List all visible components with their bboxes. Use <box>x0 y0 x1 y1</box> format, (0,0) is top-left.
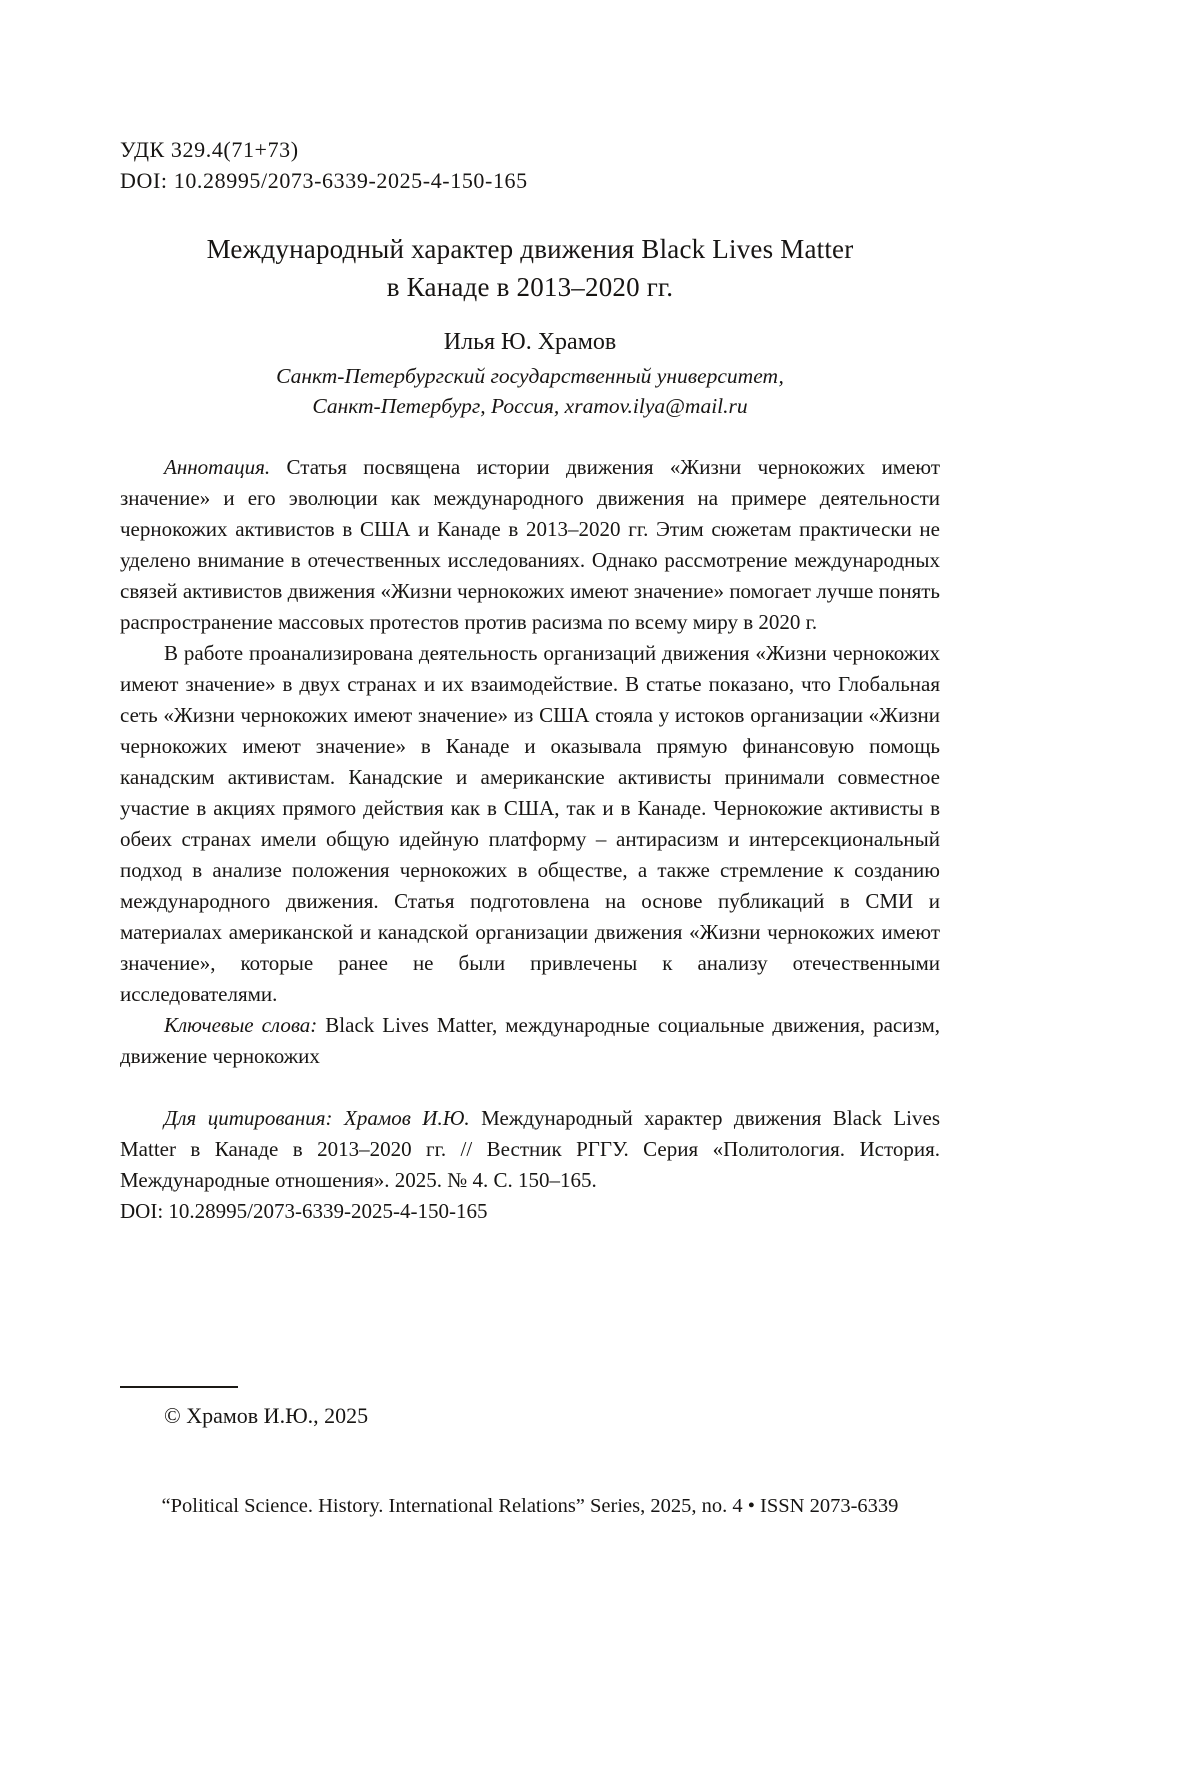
keywords-label: Ключевые слова: <box>164 1013 318 1037</box>
article-content <box>120 134 940 1227</box>
article-title-line-2: в Канаде в 2013–2020 гг. <box>386 272 674 302</box>
citation-text: Международный характер движения Black Lives Matter в Канаде в 2013–2020 гг. // Вестник РГГУ. Серия «Политология. История. Международные отношения». 2025. № 4. С. 150–165. <box>120 1106 940 1192</box>
citation-doi: DOI: 10.28995/2073-6339-2025-4-150-165 <box>120 1199 488 1223</box>
abstract-label: Аннотация. <box>164 455 271 479</box>
affiliation-line-1: Санкт-Петербургский государственный университет, <box>276 364 784 388</box>
journal-footer: “Political Science. History. International Relations” Series, 2025, no. 4 • ISSN 2073-6339 <box>161 1495 899 1517</box>
citation-author: Храмов И.Ю. <box>344 1106 470 1130</box>
article-meta <box>120 134 940 196</box>
article-title-line-1: Международный характер движения Black Lives Matter <box>206 234 854 264</box>
copyright-note <box>120 1386 940 1431</box>
affiliation-line-2: Санкт-Петербург, Россия, xramov.ilya@mail.ru <box>312 394 748 418</box>
keywords-paragraph <box>120 1010 940 1072</box>
citation-label: Для цитирования: <box>164 1106 333 1130</box>
abstract-paragraph-1 <box>120 452 940 638</box>
abstract-paragraph-2: В работе проанализирована деятельность организаций движения «Жизни чернокожих имеют значение» в двух странах и их взаимодействие. В статье показано, что Глобальная сеть «Жизни чернокожих имеют значение» из США стояла у истоков организации «Жизни чернокожих имеют значение» в Канаде и оказывала прямую финансовую помощь канадским активистам. Канадские и американские активисты принимали совместное участие в акциях прямого действия как в США, так и в Канаде. Чернокожие активисты в обеих странах имели общую идейную платформу – антирасизм и интерсекциональный подход в анализе положения чернокожих в обществе, а также стремление к созданию международного движения. Статья подготовлена на основе публикаций в СМИ и материалах американской и канадской организации движения «Жизни чернокожих имеют значение», которые ранее не были привлечены к анализу отечественными исследователями. <box>120 641 940 1006</box>
author-affiliation <box>120 361 940 421</box>
article-title <box>120 230 940 306</box>
abstract-text-1: Статья посвящена истории движения «Жизни чернокожих имеют значение» и его эволюции как международного движения на примере деятельности чернокожих активистов в США и Канаде в 2013–2020 гг. Этим сюжетам практически не уделено внимание в отечественных исследованиях. Однако рассмотрение международных связей активистов движения «Жизни чернокожих имеют значение» помогает лучше понять распространение массовых протестов против расизма по всему миру в 2020 г. <box>120 455 941 634</box>
udk-number: УДК 329.4(71+73) <box>120 137 299 162</box>
citation-paragraph <box>120 1103 940 1227</box>
author-name: Илья Ю. Храмов <box>443 329 617 355</box>
doi-number: DOI: 10.28995/2073-6339-2025-4-150-165 <box>120 168 528 193</box>
footnote-rule <box>120 1386 238 1388</box>
copyright-text: © Храмов И.Ю., 2025 <box>164 1403 369 1428</box>
keywords-text: Black Lives Matter, международные социальные движения, расизм, движение чернокожих <box>120 1013 941 1068</box>
